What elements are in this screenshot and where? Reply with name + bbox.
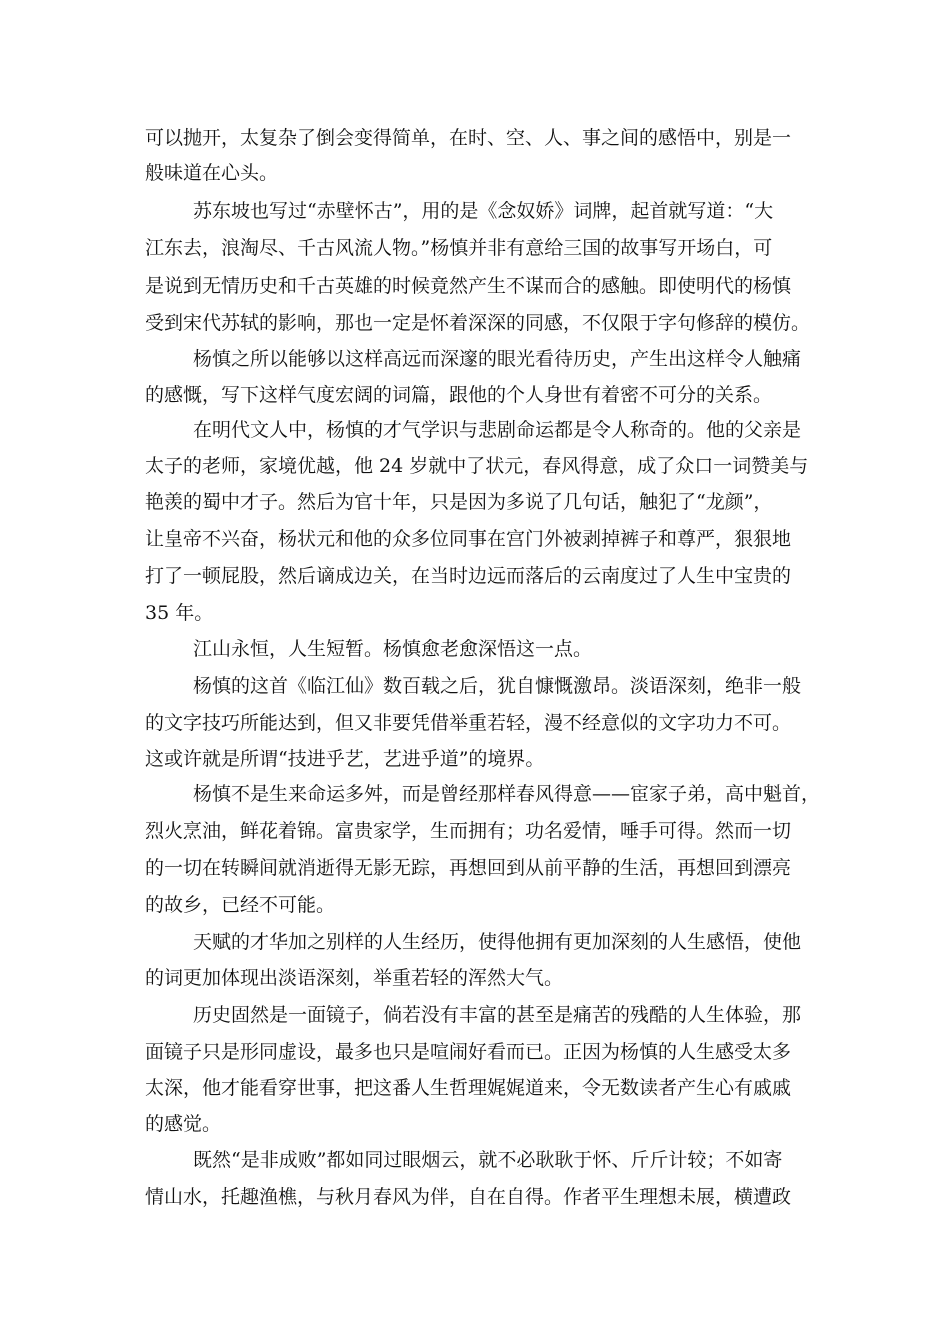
text-line: 的一切在转瞬间就消逝得无影无踪，再想回到从前平静的生活，再想回到漂亮 xyxy=(145,857,792,879)
text-line: 历史固然是一面镜子，倘若没有丰富的甚至是痛苦的残酷的人生体验，那 xyxy=(193,1004,802,1026)
text-line: 打了一顿屁股，然后谪成边关，在当时边远而落后的云南度过了人生中宝贵的 xyxy=(145,565,792,587)
text-line: 太子的老师，家境优越，他 24 岁就中了状元，春风得意，成了众口一词赞美与 xyxy=(145,455,809,477)
text-line: 杨慎之所以能够以这样高远而深邃的眼光看待历史，产生出这样令人触痛 xyxy=(193,348,802,370)
text-line: 江山永恒，人生短暂。杨慎愈老愈深悟这一点。 xyxy=(193,638,593,660)
text-line: 是说到无情历史和千古英雄的时候竟然产生不谋而合的感触。即使明代的杨慎 xyxy=(145,275,792,297)
text-line: 江东去，浪淘尽、千古风流人物。”杨慎并非有意给三国的故事写开场白，可 xyxy=(145,237,773,259)
text-line: 的感觉。 xyxy=(145,1113,222,1135)
text-line: 这或许就是所谓“技进乎艺，艺进乎道”的境界。 xyxy=(145,748,545,770)
text-line: 般味道在心头。 xyxy=(145,162,279,184)
text-line: 情山水，托趣渔樵，与秋月春风为伴，自在自得。作者平生理想未展，横遭政 xyxy=(145,1186,792,1208)
text-line: 的词更加体现出淡语深刻，举重若轻的浑然大气。 xyxy=(145,967,564,989)
text-line: 受到宋代苏轼的影响，那也一定是怀着深深的同感，不仅限于字句修辞的模仿。 xyxy=(145,312,811,334)
text-line: 艳羡的蜀中才子。然后为官十年，只是因为多说了几句话，触犯了“龙颜”， xyxy=(145,491,773,513)
text-line: 可以抛开，太复杂了倒会变得简单，在时、空、人、事之间的感悟中，别是一 xyxy=(145,127,792,149)
text-line: 让皇帝不兴奋，杨状元和他的众多位同事在宫门外被剥掉裤子和尊严，狠狠地 xyxy=(145,528,792,550)
text-line: 的感慨，写下这样气度宏阔的词篇，跟他的个人身世有着密不可分的关系。 xyxy=(145,384,773,406)
text-line: 的故乡，已经不可能。 xyxy=(145,894,336,916)
text-line: 杨慎不是生来命运多舛，而是曾经那样春风得意——宦家子弟，高中魁首， xyxy=(193,783,821,805)
text-line: 面镜子只是形同虚设，最多也只是喧闹好看而已。正因为杨慎的人生感受太多 xyxy=(145,1041,792,1063)
text-line: 的文字技巧所能达到，但又非要凭借举重若轻，漫不经意似的文字功力不可。 xyxy=(145,712,792,734)
text-line: 苏东坡也写过“赤壁怀古”，用的是《念奴娇》词牌，起首就写道：“大 xyxy=(193,200,774,222)
text-line: 烈火烹油，鲜花着锦。富贵家学，生而拥有；功名爱情，唾手可得。然而一切 xyxy=(145,820,792,842)
text-line: 杨慎的这首《临江仙》数百载之后，犹自慷慨激昂。淡语深刻，绝非一般 xyxy=(193,675,802,697)
text-line: 太深，他才能看穿世事，把这番人生哲理娓娓道来，令无数读者产生心有戚戚 xyxy=(145,1077,792,1099)
text-line: 在明代文人中，杨慎的才气学识与悲剧命运都是令人称奇的。他的父亲是 xyxy=(193,419,802,441)
text-line: 35 年。 xyxy=(145,602,214,624)
text-line: 天赋的才华加之别样的人生经历，使得他拥有更加深刻的人生感悟，使他 xyxy=(193,931,802,953)
text-line: 既然“是非成败”都如同过眼烟云，就不必耿耿于怀、斤斤计较；不如寄 xyxy=(193,1149,783,1171)
